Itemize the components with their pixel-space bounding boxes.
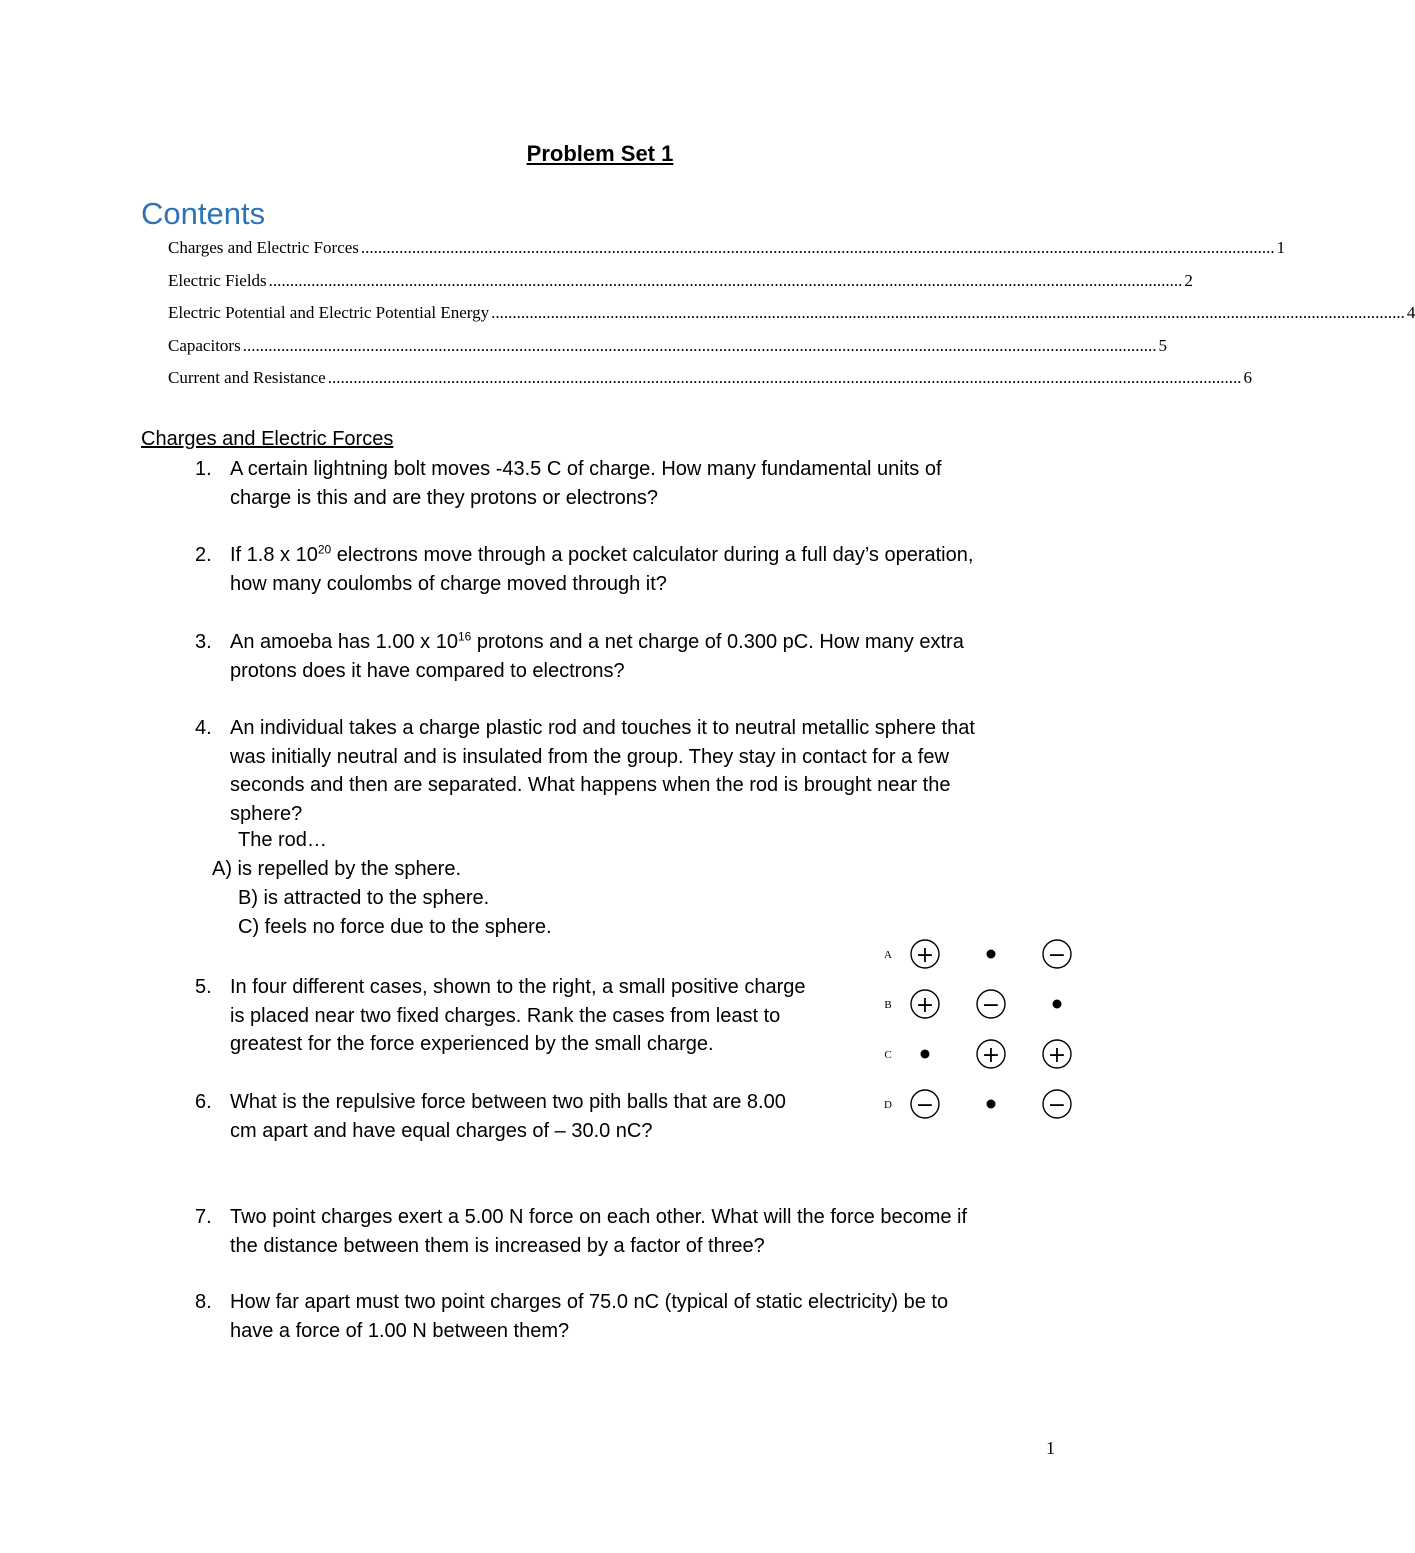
problem-line: cm apart and have equal charges of – 30.0 nC? xyxy=(230,1119,653,1142)
plus-sign: + xyxy=(981,1043,1001,1068)
problem-line: In four different cases, shown to the right, a small positive charge xyxy=(230,976,806,998)
toc-entry-title: Electric Potential and Electric Potential Energy xyxy=(168,303,490,322)
problem-line: greatest for the force experienced by the small charge. xyxy=(230,1033,714,1056)
toc-leader-dots: ....................................................................................................................................................................................................................... xyxy=(268,270,1183,290)
case-label: B xyxy=(884,999,892,1011)
problem-line: How far apart must two point charges of 75.0 nC (typical of static electricity) be to xyxy=(230,1291,949,1313)
option-stem: The rod… xyxy=(238,829,327,851)
problem-line: seconds and then are separated. What happens when the rod is brought near the xyxy=(230,774,951,797)
plus-sign: + xyxy=(915,993,935,1018)
minus-sign: − xyxy=(1047,943,1067,968)
problem-line: is placed near two fixed charges. Rank the cases from least to xyxy=(230,1004,781,1027)
toc-entry[interactable] xyxy=(168,270,1193,304)
problem-line: An individual takes a charge plastic rod and touches it to neutral metallic sphere that xyxy=(230,717,975,739)
exponent: 20 xyxy=(317,542,332,557)
problem-number: 4. xyxy=(195,717,212,739)
problem-text xyxy=(230,455,942,512)
minus-sign: − xyxy=(1047,1093,1067,1118)
toc-entry[interactable] xyxy=(168,238,1286,271)
toc-entry-page: 2 xyxy=(1184,270,1193,290)
problem-line xyxy=(230,628,964,657)
toc-entry-title: Electric Fields xyxy=(168,270,267,290)
minus-sign: − xyxy=(915,1093,935,1118)
exponent: 16 xyxy=(457,629,472,644)
problem-text xyxy=(230,1288,948,1345)
problem-line: charge is this and are they protons or electrons? xyxy=(230,486,659,509)
option-a: A) is repelled by the sphere. xyxy=(212,858,462,880)
problem-text xyxy=(230,714,975,828)
option-c: C) feels no force due to the sphere. xyxy=(238,916,552,938)
problem-number: 6. xyxy=(195,1091,212,1113)
minus-sign: − xyxy=(981,993,1001,1018)
problem-text xyxy=(230,973,806,1059)
toc-leader-dots: ....................................................................................................................................................................................................................... xyxy=(360,238,1275,257)
option-b: B) is attracted to the sphere. xyxy=(238,887,490,909)
small-charge-dot xyxy=(1053,1000,1062,1009)
section-heading: Charges and Electric Forces xyxy=(141,428,394,450)
toc-leader-dots: ....................................................................................................................................................................................................................... xyxy=(491,303,1405,322)
problem-line: What is the repulsive force between two pith balls that are 8.00 xyxy=(230,1091,786,1113)
small-charge-dot xyxy=(987,1100,996,1109)
toc-entry-page: 5 xyxy=(1158,335,1167,355)
toc-entry[interactable] xyxy=(168,368,1252,401)
text-run: An amoeba has 1.00 x 10 xyxy=(230,631,458,653)
toc-entry-title: Charges and Electric Forces xyxy=(168,238,359,257)
case-label: D xyxy=(884,1099,892,1111)
toc-heading: Contents xyxy=(141,196,266,231)
problem-number: 5. xyxy=(195,976,212,998)
toc-leader-dots: ....................................................................................................................................................................................................................... xyxy=(242,335,1157,355)
problem-line: A certain lightning bolt moves -43.5 C of charge. How many fundamental units of xyxy=(230,458,942,480)
toc-entry-page: 4 xyxy=(1406,303,1415,322)
text-run: electrons move through a pocket calculator during a full day’s operation, xyxy=(331,544,974,566)
plus-sign: + xyxy=(1047,1043,1067,1068)
problem-number: 3. xyxy=(195,631,212,653)
toc-entry[interactable] xyxy=(168,303,1415,336)
small-charge-dot xyxy=(921,1050,930,1059)
toc-entry[interactable] xyxy=(168,335,1167,369)
toc-entry-page: 6 xyxy=(1243,368,1252,387)
problem-text xyxy=(230,628,964,685)
problem-line: protons does it have compared to electrons? xyxy=(230,659,625,682)
case-label: C xyxy=(884,1049,892,1061)
problem-number: 7. xyxy=(195,1206,212,1228)
problem-text xyxy=(230,541,973,598)
problem-text xyxy=(230,1088,786,1145)
table-of-contents xyxy=(168,238,1415,401)
problem-line: the distance between them is increased by a factor of three? xyxy=(230,1234,765,1257)
charge-diagram xyxy=(874,934,1084,1124)
problem-number: 8. xyxy=(195,1291,212,1313)
text-run: protons and a net charge of 0.300 pC. How many extra xyxy=(471,631,964,653)
page-number: 1 xyxy=(1046,1438,1055,1458)
text-run: If 1.8 x 10 xyxy=(230,544,318,566)
problem-line xyxy=(230,541,973,570)
problem-line: how many coulombs of charge moved through it? xyxy=(230,572,667,595)
problem-line: have a force of 1.00 N between them? xyxy=(230,1319,570,1342)
toc-entry-title: Capacitors xyxy=(168,335,241,355)
problem-line: was initially neutral and is insulated from the group. They stay in contact for a few xyxy=(230,745,949,768)
problem-number: 2. xyxy=(195,544,212,566)
problem-text xyxy=(230,1203,967,1260)
case-label: A xyxy=(884,949,892,961)
document-title: Problem Set 1 xyxy=(526,141,674,166)
plus-sign: + xyxy=(915,943,935,968)
toc-leader-dots: ....................................................................................................................................................................................................................... xyxy=(327,368,1242,387)
problem-number: 1. xyxy=(195,458,212,480)
problem-line: sphere? xyxy=(230,802,303,825)
toc-entry-title: Current and Resistance xyxy=(168,368,326,387)
problem-line: Two point charges exert a 5.00 N force on each other. What will the force become if xyxy=(230,1206,968,1228)
toc-entry-page: 1 xyxy=(1276,238,1286,257)
small-charge-dot xyxy=(987,950,996,959)
